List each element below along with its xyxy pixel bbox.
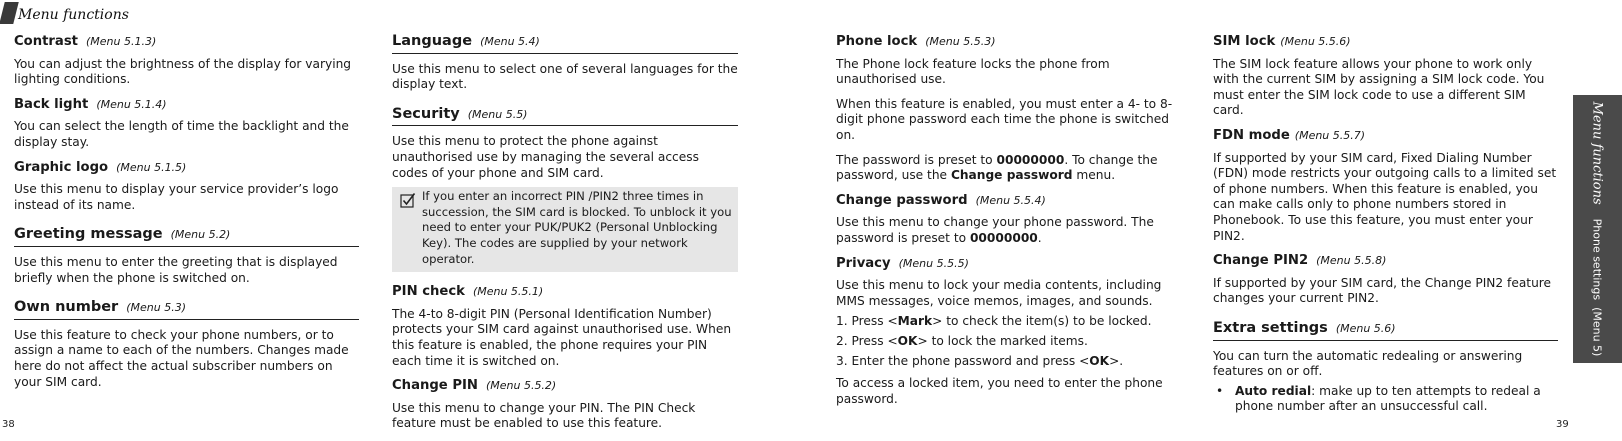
note-check-icon	[400, 192, 416, 208]
change-pin2-heading: Change PIN2 (Menu 5.5.8)	[1213, 253, 1387, 269]
backlight-menu-ref: (Menu 5.1.4)	[96, 97, 167, 111]
sim-lock-heading: SIM lock (Menu 5.5.6)	[1213, 34, 1351, 49]
phone-lock-text-3: The password is preset to 00000000. To change the password, use the Change password menu.	[836, 152, 1158, 183]
change-password-menu-ref: (Menu 5.5.4)	[975, 193, 1046, 207]
header-title: Menu functions	[18, 7, 129, 23]
fdn-mode-text: If supported by your SIM card, Fixed Dialing Number (FDN) mode restricts your outgoing calls to a limited set of phone numbers. When this feature is enabled, you can make calls only to phone numbers stored in Phonebook. To use this feature, you must enter your PIN2.	[1213, 150, 1557, 243]
language-text: Use this menu to select one of several languages for the display text.	[392, 61, 738, 92]
page-number-right: 39	[1556, 419, 1569, 430]
side-tab-subtitle: Phone settings	[1590, 218, 1604, 301]
fdn-mode-heading: FDN mode (Menu 5.5.7)	[1213, 127, 1366, 143]
pin-check-heading: PIN check (Menu 5.5.1)	[392, 284, 544, 300]
phone-lock-menu-ref: (Menu 5.5.3)	[925, 35, 996, 48]
fdn-mode-menu-ref: (Menu 5.5.7)	[1294, 128, 1366, 142]
greeting-message-heading: Greeting message (Menu 5.2)	[14, 227, 359, 247]
extra-settings-heading: Extra settings (Menu 5.6)	[1213, 321, 1558, 341]
bullet-symbol: •	[1216, 383, 1224, 398]
column-4	[1213, 34, 1558, 415]
contrast-heading: Contrast (Menu 5.1.3)	[14, 34, 157, 49]
privacy-step-3: 3. Enter the phone password and press <OK>.	[836, 353, 1124, 368]
privacy-closing-text: To access a locked item, you need to enter the phone password.	[836, 376, 1163, 406]
auto-redial-item: • Auto redial: make up to ten attempts to redeal a phone number after an unsuccessful call.	[1216, 383, 1541, 414]
security-menu-ref: (Menu 5.5)	[467, 107, 528, 121]
graphic-logo-text: Use this menu to display your service provider’s logo instead of its name.	[14, 182, 339, 212]
change-pin-text: Use this menu to change your PIN. The PIN Check feature must be enabled to use this feature.	[392, 400, 696, 431]
column-1	[14, 34, 359, 399]
note-text: If you enter an incorrect PIN /PIN2 three times in succession, the SIM card is blocked. To unblock it you need to enter your PUK/PUK2 (Personal Unblocking Key). The codes are supplied by your network operator.	[422, 189, 732, 266]
backlight-heading: Back light (Menu 5.1.4)	[14, 96, 167, 112]
backlight-text: You can select the length of time the backlight and the display stay.	[14, 119, 349, 149]
column-2	[392, 34, 738, 441]
change-password-text: Use this menu to change your phone password. The password is preset to 00000000.	[836, 215, 1154, 245]
contrast-menu-ref: (Menu 5.1.3)	[86, 35, 157, 48]
greeting-menu-ref: (Menu 5.2)	[170, 228, 231, 242]
privacy-steps	[836, 314, 1176, 369]
side-tab-menu-ref: (Menu 5)	[1590, 307, 1604, 357]
language-menu-ref: (Menu 5.4)	[480, 35, 540, 48]
privacy-text: Use this menu to lock your media contents, including MMS messages, voice memos, images, and sounds.	[836, 278, 1162, 308]
sim-lock-text: The SIM lock feature allows your phone to work only with the current SIM by assigning a SIM lock code. You must enter the SIM lock code to use a different SIM card.	[1213, 56, 1545, 118]
extra-settings-menu-ref: (Menu 5.6)	[1335, 321, 1396, 335]
note-box	[392, 187, 738, 272]
change-pin2-text: If supported by your SIM card, the Change PIN2 feature changes your current PIN2.	[1213, 275, 1552, 306]
change-pin-heading: Change PIN (Menu 5.5.2)	[392, 378, 557, 394]
language-heading: Language (Menu 5.4)	[392, 34, 738, 54]
column-3	[836, 34, 1176, 416]
privacy-heading: Privacy (Menu 5.5.5)	[836, 255, 969, 271]
change-password-heading: Change password (Menu 5.5.4)	[836, 192, 1046, 208]
contrast-text: You can adjust the brightness of the display for varying lighting conditions.	[14, 56, 352, 87]
change-pin2-menu-ref: (Menu 5.5.8)	[1316, 254, 1387, 268]
graphic-logo-menu-ref: (Menu 5.1.5)	[116, 160, 187, 174]
page-number-left: 38	[2, 419, 15, 430]
phone-lock-text-2: When this feature is enabled, you must enter a 4- to 8-digit phone password each time the phone is switched on.	[836, 96, 1173, 142]
own-number-heading: Own number (Menu 5.3)	[14, 300, 359, 320]
greeting-message-text: Use this menu to enter the greeting that is displayed briefly when the phone is switched on.	[14, 254, 338, 285]
side-tab	[1573, 95, 1622, 363]
graphic-logo-heading: Graphic logo (Menu 5.1.5)	[14, 159, 187, 175]
pin-check-text: The 4-to 8-digit PIN (Personal Identification Number) protects your SIM card against unauthorised use. When this feature is enabled, the phone requires your PIN each time it is switched on.	[392, 306, 732, 368]
extra-settings-list	[1213, 384, 1558, 415]
page-header	[0, 0, 200, 26]
side-tab-text	[1590, 102, 1605, 357]
phone-lock-heading: Phone lock (Menu 5.5.3)	[836, 34, 996, 49]
own-number-menu-ref: (Menu 5.3)	[126, 301, 186, 315]
own-number-text: Use this feature to check your phone numbers, or to assign a name to each of the numbers. Changes made here do not affect the actual subscriber numbers on your SIM card.	[14, 327, 349, 389]
privacy-step-2: 2. Press <OK> to lock the marked items.	[836, 333, 1088, 348]
privacy-menu-ref: (Menu 5.5.5)	[898, 256, 969, 270]
security-text: Use this menu to protect the phone against unauthorised use by managing the several access codes of your phone and SIM card.	[392, 134, 699, 180]
security-heading: Security (Menu 5.5)	[392, 107, 738, 127]
extra-settings-text: You can turn the automatic redealing or answering features on or off.	[1213, 348, 1523, 379]
change-pin-menu-ref: (Menu 5.5.2)	[485, 379, 557, 393]
phone-lock-text-1: The Phone lock feature locks the phone from unauthorised use.	[836, 56, 1110, 87]
pin-check-menu-ref: (Menu 5.5.1)	[472, 285, 544, 299]
privacy-step-1: 1. Press <Mark> to check the item(s) to be locked.	[836, 314, 1152, 329]
sim-lock-menu-ref: (Menu 5.5.6)	[1280, 35, 1351, 48]
side-tab-title: Menu functions	[1589, 101, 1605, 205]
header-accent-mark	[0, 2, 19, 24]
